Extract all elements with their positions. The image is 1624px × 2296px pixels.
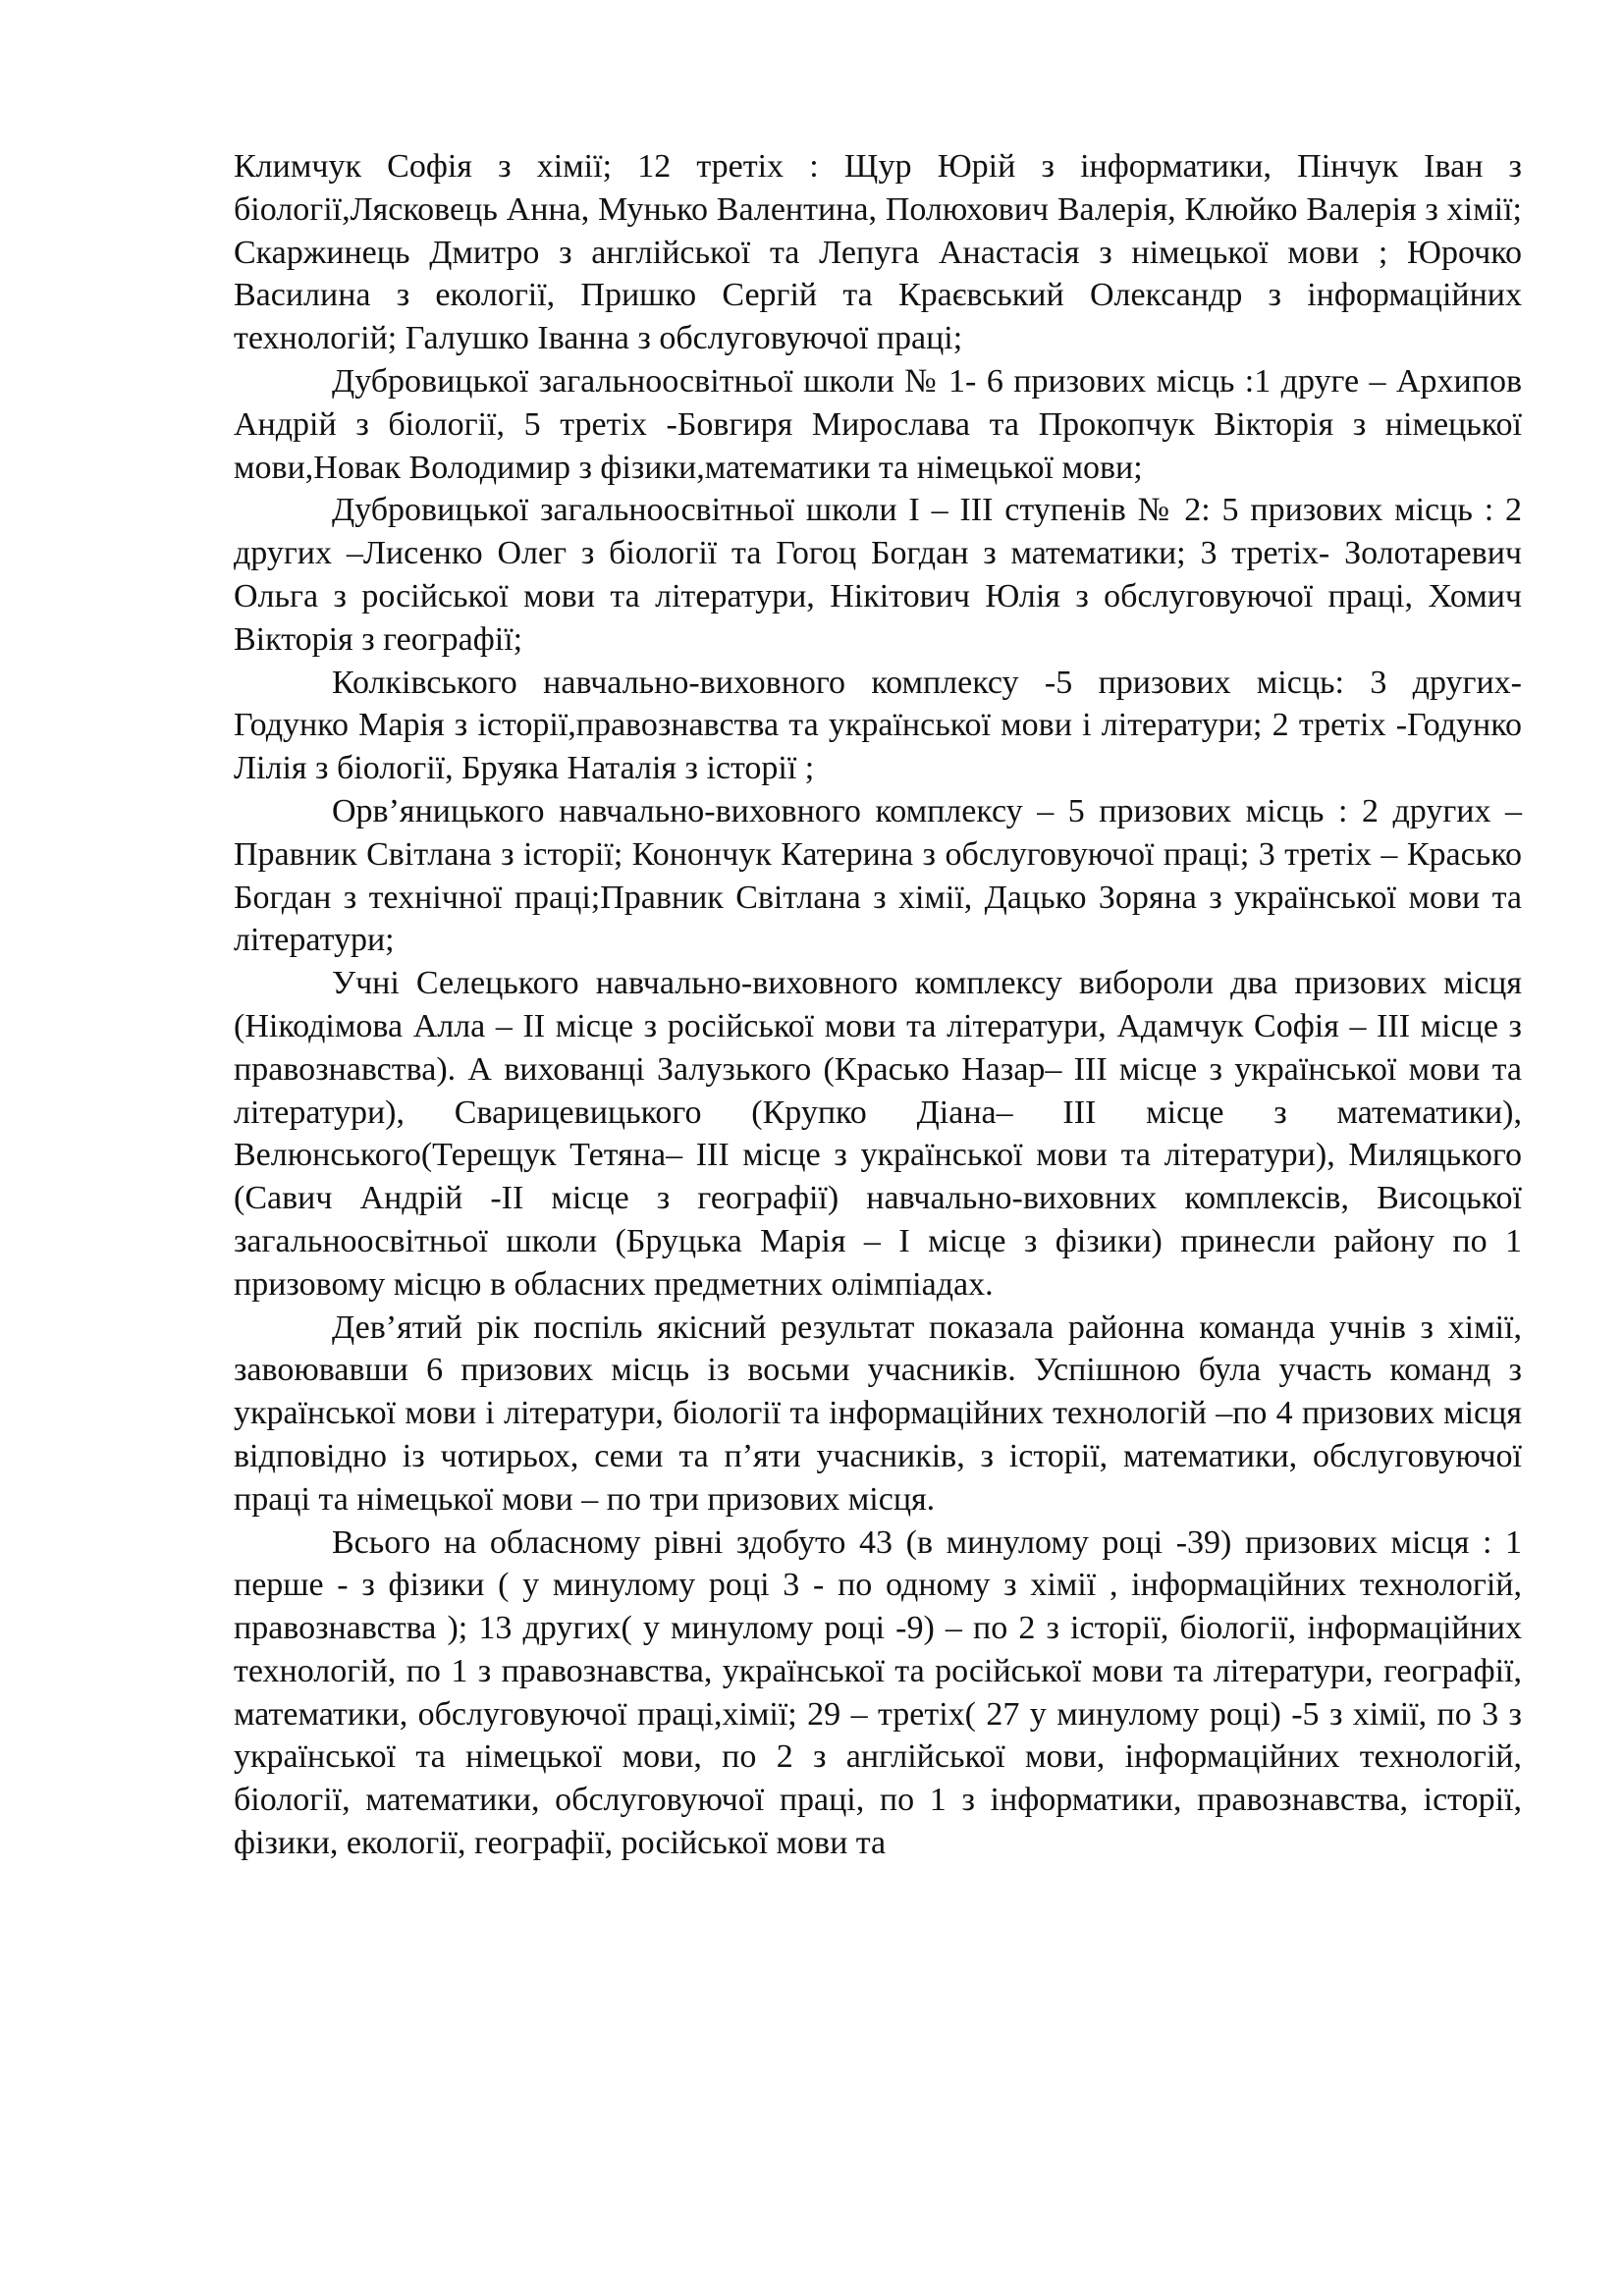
paragraph-orvianytsia: Орв’яницького навчально-виховного комплексу – 5 призових місць : 2 других –Правник Світлана з історії; Конончук Катерина з обслуговуючої праці; 3 третіх – Красько Богдан з технічної праці;Правник Світлана з хімії, Дацько Зоряна з української мови та літератури; xyxy=(234,792,1522,959)
paragraph-kolky: Колківського навчально-виховного комплексу -5 призових місць: 3 других- Годунко Марія з історії,правознавства та української мови і літератури; 2 третіх -Годунко Лілія з біології, Бруяка Наталія з історії ; xyxy=(234,664,1522,787)
paragraph-team-results: Дев’ятий рік поспіль якісний результат показала районна команда учнів з хімії, завоювавши 6 призових місць із восьми учасників. Успішною була участь команд з української мови і літератури, біології та інформаційних технологій –по 4 призових місця відповідно із чотирьох, семи та п’яти учасників, з історії, математики, обслуговуючої праці та німецької мови – по три призових місця. xyxy=(234,1308,1522,1518)
paragraph-school-2: Дубровицької загальноосвітньої школи І – ІІІ ступенів № 2: 5 призових місць : 2 других –Лисенко Олег з біології та Гогоц Богдан з математики; 3 третіх- Золотаревич Ольга з російської мови та літератури, Нікітович Юлія з обслуговуючої праці, Хомич Вікторія з географії; xyxy=(234,492,1522,658)
document-page xyxy=(234,145,1522,1865)
paragraph-totals: Всього на обласному рівні здобуто 43 (в минулому році -39) призових місця : 1 перше - з фізики ( у минулому році 3 - по одному з хімії , інформаційних технологій, правознавства ); 13 других( у минулому році -9) – по 2 з історії, біології, інформаційних технологій, по 1 з правознавства, української та російської мови та літератури, географії, математики, обслуговуючої праці,хімії; 29 – третіх( 27 у минулому році) -5 з хімії, по 3 з української та німецької мови, по 2 з англійської мови, інформаційних технологій, біології, математики, обслуговуючої праці, по 1 з інформатики, правознавства, історії, фізики, екології, географії, російської мови та xyxy=(234,1523,1522,1862)
paragraph-school-1: Дубровицької загальноосвітньої школи № 1- 6 призових місць :1 друге – Архипов Андрій з біології, 5 третіх -Бовгиря Мирослава та Прокопчук Вікторія з німецької мови,Новак Володимир з фізики,математики та німецької мови; xyxy=(234,362,1522,486)
paragraph-other-schools: Учні Селецького навчально-виховного комплексу вибороли два призових місця (Нікодімова Алла – ІІ місце з російської мови та літератури, Адамчук Софія – ІІІ місце з правознавства). А вихованці Залузького (Красько Назар– ІІІ місце з української мови та літератури), Сварицевицького (Крупко Діана– ІІІ місце з математики), Велюнського(Терещук Тетяна– ІІІ місце з української мови та літератури), Миляцького (Савич Андрій -ІІ місце з географії) навчально-виховних комплексів, Висоцької загальноосвітньої школи (Бруцька Марія – І місце з фізики) принесли району по 1 призовому місцю в обласних предметних олімпіадах. xyxy=(234,965,1522,1303)
paragraph-continuation: Климчук Софія з хімії; 12 третіх : Щур Юрій з інформатики, Пінчук Іван з біології,Лясковець Анна, Мунько Валентина, Полюхович Валерія, Клюйко Валерія з хімії; Скаржинець Дмитро з англійської та Лепуга Анастасія з німецької мови ; Юрочко Василина з екології, Пришко Сергій та Краєвський Олександр з інформаційних технологій; Галушко Іванна з обслуговуючої праці; xyxy=(234,148,1522,357)
